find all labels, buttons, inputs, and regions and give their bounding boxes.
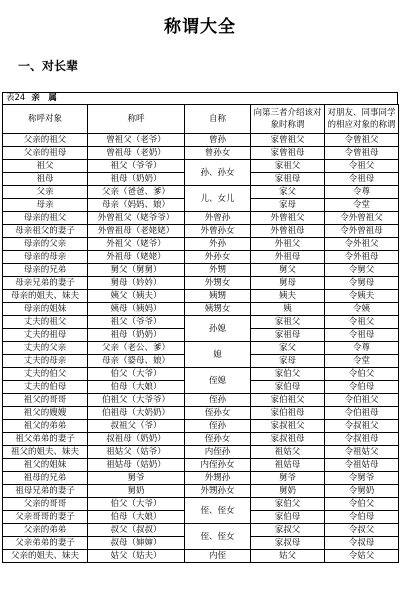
table-cell: 舅奶 (251, 485, 325, 498)
table-cell: 外祖父（姥爷） (88, 238, 185, 251)
table-cell: 母亲兄弟的妻子 (3, 277, 88, 290)
table-cell: 祖母 (3, 173, 88, 186)
table-cell: 伯母（大娘） (88, 381, 185, 394)
table-row (3, 277, 399, 290)
table-cell: 家伯母 (251, 381, 325, 394)
table-cell: 丈夫的父亲 (3, 342, 88, 355)
table-cell: 祖父（爷爷） (88, 160, 185, 173)
table-cell: 舅父（舅舅） (88, 264, 185, 277)
table-cell: 母亲（妈妈、娘） (88, 199, 185, 212)
table-cell: 令姑父 (325, 550, 399, 563)
table-cell: 家母 (251, 355, 325, 368)
table-cell: 舅母 (251, 277, 325, 290)
table-cell: 令伯祖母 (325, 407, 399, 420)
table-cell: 令外祖父 (325, 238, 399, 251)
table-row (3, 147, 399, 160)
table-cell: 母亲的姐妹 (3, 303, 88, 316)
table-cell: 姨 (251, 303, 325, 316)
table-cell: 侄媳 (185, 368, 251, 394)
table-cell: 母亲的父亲 (3, 238, 88, 251)
table-cell: 令祖父 (325, 160, 399, 173)
data-table (2, 104, 399, 563)
table-cell: 祖父的弟弟 (3, 420, 88, 433)
table-cell: 家伯祖父 (251, 394, 325, 407)
table-cell: 伯母（大娘） (88, 511, 185, 524)
table-row (3, 342, 399, 355)
table-row (3, 134, 399, 147)
table-cell: 令伯父 (325, 498, 399, 511)
table-cell: 母亲的兄弟 (3, 264, 88, 277)
table-row (3, 160, 399, 173)
table-cell: 姑父（姑夫） (88, 550, 185, 563)
table-cell: 家祖父 (251, 316, 325, 329)
table-row (3, 225, 399, 238)
table-cell: 外曾孙 (185, 212, 251, 225)
table-cell: 儿、女儿 (185, 186, 251, 212)
table-cell: 曾祖母（老奶） (88, 147, 185, 160)
table-cell: 祖父的姐夫、妹夫 (3, 446, 88, 459)
table-row (3, 472, 399, 485)
table-cell: 伯父（大爷） (88, 368, 185, 381)
table-cell: 外祖父 (251, 238, 325, 251)
table-cell: 丈夫的祖母 (3, 329, 88, 342)
table-cell: 祖母兄弟的妻子 (3, 485, 88, 498)
table-cell: 令伯母 (325, 511, 399, 524)
table-cell: 丈夫的伯父 (3, 368, 88, 381)
table-cell: 家伯父 (251, 368, 325, 381)
table-cell: 令堂 (325, 355, 399, 368)
table-cell: 舅爷 (251, 472, 325, 485)
table-cell: 外曾祖父（姥爷爷） (88, 212, 185, 225)
table-cell: 祖姑父（姑爷） (88, 446, 185, 459)
table-cell: 舅父 (251, 264, 325, 277)
table-row (3, 316, 399, 329)
table-cell: 侄孙 (185, 394, 251, 407)
table-cell: 家曾祖母 (251, 147, 325, 160)
table-cell: 家曾祖父 (251, 134, 325, 147)
table-cell: 母亲的母亲 (3, 251, 88, 264)
table-cell: 令伯祖父 (325, 394, 399, 407)
table-cell: 内侄孙 (185, 446, 251, 459)
table-cell: 外曾祖母（老姥姥） (88, 225, 185, 238)
table-cell: 令祖母 (325, 329, 399, 342)
table-row (3, 446, 399, 459)
table-cell: 令舅爷 (325, 472, 399, 485)
table-cell: 祖父的哥哥 (3, 394, 88, 407)
table-cell: 姨父（姨夫） (88, 290, 185, 303)
table-cell: 外曾祖父 (251, 212, 325, 225)
table-cell: 内侄 (185, 550, 251, 563)
column-header: 称呼对象 (3, 105, 88, 134)
table-cell: 侄孙女 (185, 433, 251, 446)
table-cell: 母亲（婆母、娘） (88, 355, 185, 368)
caption-number: 表24 (6, 93, 26, 103)
column-header: 自称 (185, 105, 251, 134)
table-cell: 家祖母 (251, 173, 325, 186)
table-cell: 家祖母 (251, 329, 325, 342)
table-cell: 祖姑父 (251, 446, 325, 459)
table-cell: 舅爷 (88, 472, 185, 485)
table-cell: 家伯父 (251, 498, 325, 511)
table-cell: 侄孙 (185, 420, 251, 433)
table-cell: 令叔母 (325, 537, 399, 550)
table-cell: 令尊 (325, 186, 399, 199)
table-cell: 丈夫的祖父 (3, 316, 88, 329)
table-cell: 母亲祖父的妻子 (3, 225, 88, 238)
table-cell: 伯祖母（大奶奶） (88, 407, 185, 420)
table-row (3, 550, 399, 563)
table-cell: 家父 (251, 342, 325, 355)
table-cell: 令姨夫 (325, 290, 399, 303)
table-row (3, 524, 399, 537)
table-cell: 家父 (251, 186, 325, 199)
table-row (3, 498, 399, 511)
table-cell: 祖父弟弟的妻子 (3, 433, 88, 446)
table-cell: 外甥女 (185, 277, 251, 290)
table-cell: 外甥孙女 (185, 485, 251, 498)
table-row (3, 459, 399, 472)
table-cell: 令叔父 (325, 524, 399, 537)
table-cell: 令祖父 (325, 316, 399, 329)
table-cell: 姑父 (251, 550, 325, 563)
table-cell: 曾孙 (185, 134, 251, 147)
table-cell: 令舅母 (325, 277, 399, 290)
table-cell: 舅母（妗妗） (88, 277, 185, 290)
table-cell: 媳 (185, 342, 251, 368)
table-cell: 外甥孙 (185, 472, 251, 485)
column-header: 称呼 (88, 105, 185, 134)
table-cell: 外甥 (185, 264, 251, 277)
table-cell: 父亲（老公、爹） (88, 342, 185, 355)
table-cell: 姨甥女 (185, 303, 251, 316)
table-cell: 外孙女 (185, 251, 251, 264)
table-cell: 令尊 (325, 342, 399, 355)
table-row (3, 251, 399, 264)
table-cell: 家叔祖父 (251, 420, 325, 433)
table-cell: 令叔祖父 (325, 420, 399, 433)
column-header: 对朋友、同事同学的相应对象的称谓 (325, 105, 399, 134)
table-cell: 姨母（姨妈） (88, 303, 185, 316)
page-title: 称谓大全 (164, 17, 236, 37)
table-cell: 侄、侄女 (185, 498, 251, 524)
table-cell: 丈夫的伯母 (3, 381, 88, 394)
table-cell: 父亲哥哥的妻子 (3, 511, 88, 524)
table-cell: 家叔父 (251, 524, 325, 537)
table-row (3, 433, 399, 446)
table-cell: 家叔祖母 (251, 433, 325, 446)
table-cell: 家母 (251, 199, 325, 212)
table-cell: 曾孙女 (185, 147, 251, 160)
table-cell: 外曾祖母 (251, 225, 325, 238)
table-cell: 祖姑母（姑奶） (88, 459, 185, 472)
table-cell: 家伯母 (251, 511, 325, 524)
table-cell: 父亲的弟弟 (3, 524, 88, 537)
section-heading: 一、对长辈 (18, 59, 79, 73)
table-cell: 令伯父 (325, 368, 399, 381)
table-cell: 叔祖母（奶奶） (88, 433, 185, 446)
table-cell: 父亲的祖母 (3, 147, 88, 160)
table-cell: 叔祖父（爷） (88, 420, 185, 433)
table-cell: 令祖姑父 (325, 446, 399, 459)
table-cell: 外孙 (185, 238, 251, 251)
table-cell: 令舅奶 (325, 485, 399, 498)
table-row (3, 264, 399, 277)
table-cell: 祖父 (3, 160, 88, 173)
table-cell: 令伯母 (325, 381, 399, 394)
table-cell: 母亲的祖父 (3, 212, 88, 225)
table-cell: 家叔母 (251, 537, 325, 550)
table-cell: 父亲的哥哥 (3, 498, 88, 511)
table-cell: 祖父（爷爷） (88, 316, 185, 329)
table-cell: 祖父的嫂嫂 (3, 407, 88, 420)
table-row (3, 186, 399, 199)
table-row (3, 290, 399, 303)
table-cell: 父亲弟弟的妻子 (3, 537, 88, 550)
table-cell: 曾祖父（老爷） (88, 134, 185, 147)
table-row (3, 303, 399, 316)
table-cell: 叔母（婶婶） (88, 537, 185, 550)
table-cell: 叔父（叔叔） (88, 524, 185, 537)
table-cell: 侄孙女 (185, 407, 251, 420)
table-cell: 令外曾祖父 (325, 212, 399, 225)
table-cell: 祖姑母 (251, 459, 325, 472)
table-row (3, 394, 399, 407)
table-cell: 侄、侄女 (185, 524, 251, 550)
table-cell: 令外曾祖母 (325, 225, 399, 238)
table-cell: 令曾祖母 (325, 147, 399, 160)
table-cell: 家祖父 (251, 160, 325, 173)
table-cell: 舅奶 (88, 485, 185, 498)
table-cell: 令曾祖父 (325, 134, 399, 147)
caption-name: 亲 属 (31, 93, 57, 103)
table-row (3, 485, 399, 498)
table-cell: 伯祖父（大爷爷） (88, 394, 185, 407)
table-cell: 外祖母 (251, 251, 325, 264)
table-cell: 祖母（奶奶） (88, 173, 185, 186)
table-cell: 母亲 (3, 199, 88, 212)
table-row (3, 407, 399, 420)
table-row (3, 212, 399, 225)
table-cell: 令外祖母 (325, 251, 399, 264)
table-cell: 父亲的祖父 (3, 134, 88, 147)
table-cell: 父亲（爸爸、爹） (88, 186, 185, 199)
table-caption (2, 92, 398, 104)
table-cell: 母亲的姐夫、妹夫 (3, 290, 88, 303)
table-cell: 祖父的姐妹 (3, 459, 88, 472)
table-cell: 外祖母（姥姥） (88, 251, 185, 264)
table-header-row (3, 105, 399, 134)
table-row (3, 368, 399, 381)
table-cell: 姨夫 (251, 290, 325, 303)
table-cell: 内侄孙女 (185, 459, 251, 472)
table-cell: 伯父（大爷） (88, 498, 185, 511)
table-cell: 令叔祖母 (325, 433, 399, 446)
table-cell: 丈夫的母亲 (3, 355, 88, 368)
table-cell: 家伯祖母 (251, 407, 325, 420)
kinship-table (2, 92, 398, 563)
table-cell: 姨甥 (185, 290, 251, 303)
table-cell: 令祖姑母 (325, 459, 399, 472)
table-row (3, 420, 399, 433)
table-cell: 孙媳 (185, 316, 251, 342)
column-header: 向第三者介绍该对象时称谓 (251, 105, 325, 134)
table-cell: 令祖母 (325, 173, 399, 186)
table-cell: 父亲 (3, 186, 88, 199)
table-cell: 祖母（奶奶） (88, 329, 185, 342)
table-cell: 孙、孙女 (185, 160, 251, 186)
table-cell: 令堂 (325, 199, 399, 212)
table-cell: 令舅父 (325, 264, 399, 277)
table-cell: 父亲的姐夫、妹夫 (3, 550, 88, 563)
table-row (3, 238, 399, 251)
table-cell: 外曾孙女 (185, 225, 251, 238)
table-cell: 祖母的兄弟 (3, 472, 88, 485)
table-cell: 令姨 (325, 303, 399, 316)
